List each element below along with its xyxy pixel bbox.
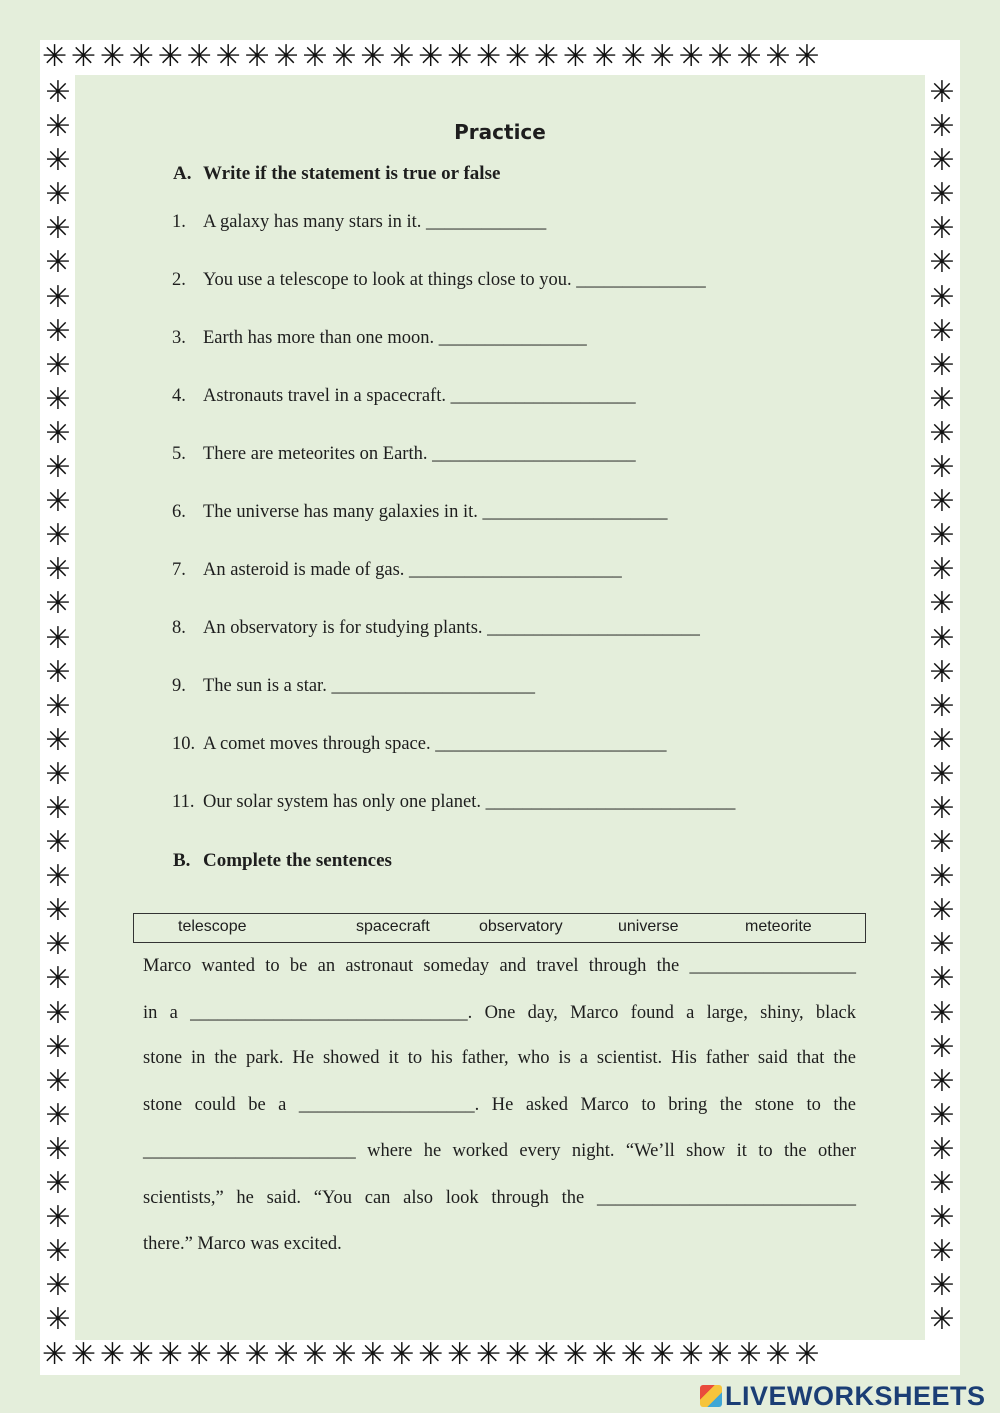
border-glyph-icon: ✳ xyxy=(45,109,71,145)
border-glyph-icon: ✳ xyxy=(929,177,955,213)
border-glyph-icon: ✳ xyxy=(929,688,955,724)
question-number: 8. xyxy=(172,618,186,638)
border-glyph-icon: ✳ xyxy=(45,654,71,690)
question-number: 6. xyxy=(172,502,186,522)
border-glyph-icon: ✳ xyxy=(929,1200,955,1236)
section-a-letter: A. xyxy=(173,163,192,184)
question-3[interactable] xyxy=(172,328,587,349)
question-text: Our solar system has only one planet. ___________________________ xyxy=(203,792,736,812)
border-glyph-icon: ✳ xyxy=(45,552,71,588)
border-glyph-icon: ✳ xyxy=(929,859,955,895)
word-bank-item: telescope xyxy=(178,918,247,935)
question-text: Astronauts travel in a spacecraft. ____________________ xyxy=(203,386,636,406)
question-text: Earth has more than one moon. ________________ xyxy=(203,328,587,348)
border-glyph-icon: ✳ xyxy=(929,518,955,554)
border-glyph-icon: ✳ xyxy=(45,722,71,758)
border-glyph-icon: ✳ xyxy=(929,722,955,758)
page-title: Practice xyxy=(454,120,546,144)
border-glyph-icon: ✳ xyxy=(929,313,955,349)
question-text: The universe has many galaxies in it. ____________________ xyxy=(203,502,668,522)
border-glyph-icon: ✳ xyxy=(929,961,955,997)
border-glyph-icon: ✳ xyxy=(929,245,955,281)
question-2[interactable] xyxy=(172,270,706,291)
question-number: 5. xyxy=(172,444,186,464)
border-glyph-icon: ✳ xyxy=(929,450,955,486)
border-glyph-icon: ✳ xyxy=(45,1063,71,1099)
story-line-1[interactable]: Marco wanted to be an astronaut someday and travel through the __________________ xyxy=(143,956,856,976)
border-glyph-icon: ✳ xyxy=(45,450,71,486)
border-glyph-icon: ✳ xyxy=(45,790,71,826)
question-text: There are meteorites on Earth. ______________________ xyxy=(203,444,636,464)
border-glyph-icon: ✳ xyxy=(929,211,955,247)
question-number: 11. xyxy=(172,792,195,812)
logo-text: LIVEWORKSHEETS xyxy=(725,1381,986,1411)
border-glyph-icon: ✳ xyxy=(45,893,71,929)
border-glyph-icon: ✳ xyxy=(929,143,955,179)
border-glyph-icon: ✳ xyxy=(45,1234,71,1270)
border-glyph-icon: ✳ xyxy=(45,688,71,724)
border-glyph-icon: ✳ xyxy=(929,1097,955,1133)
question-8[interactable] xyxy=(172,618,700,639)
border-glyph-icon: ✳ xyxy=(929,893,955,929)
border-glyph-icon: ✳ xyxy=(929,1063,955,1099)
border-glyph-icon: ✳ xyxy=(929,586,955,622)
border-glyph-icon: ✳ xyxy=(45,245,71,281)
section-b-letter: B. xyxy=(173,850,191,871)
question-text: An asteroid is made of gas. _______________________ xyxy=(203,560,622,580)
story-line-5[interactable]: _______________________ where he worked every night. “We’ll show it to the other xyxy=(143,1141,856,1161)
border-glyph-icon: ✳ xyxy=(45,1302,71,1338)
word-bank xyxy=(133,913,866,943)
border-glyph-icon: ✳ xyxy=(45,381,71,417)
border-glyph-icon: ✳ xyxy=(929,415,955,451)
section-b-heading-text: Complete the sentences xyxy=(203,850,392,871)
border-glyph-icon: ✳ xyxy=(45,518,71,554)
border-glyph-icon: ✳ xyxy=(929,995,955,1031)
question-9[interactable] xyxy=(172,676,535,697)
question-text: You use a telescope to look at things close to you. ______________ xyxy=(203,270,706,290)
question-number: 10. xyxy=(172,734,196,754)
border-glyph-icon: ✳ xyxy=(929,927,955,963)
story-line-4[interactable]: stone could be a ___________________. He asked Marco to bring the stone to the xyxy=(143,1095,856,1115)
border-glyph-icon: ✳ xyxy=(929,1029,955,1065)
border-glyph-icon: ✳ xyxy=(929,620,955,656)
question-text: The sun is a star. ______________________ xyxy=(203,676,535,696)
border-glyph-icon: ✳ xyxy=(929,347,955,383)
question-number: 1. xyxy=(172,212,186,232)
border-glyph-icon: ✳ xyxy=(45,1097,71,1133)
border-glyph-icon: ✳ xyxy=(45,586,71,622)
section-b-heading xyxy=(173,850,392,872)
section-a-heading xyxy=(173,163,500,185)
border-glyph-icon: ✳ xyxy=(45,177,71,213)
border-top: ✳✳✳✳✳✳✳✳✳✳✳✳✳✳✳✳✳✳✳✳✳✳✳✳✳✳✳ xyxy=(42,42,824,74)
border-glyph-icon: ✳ xyxy=(929,1131,955,1167)
word-bank-item: meteorite xyxy=(745,918,812,935)
border-glyph-icon: ✳ xyxy=(45,1166,71,1201)
question-6[interactable] xyxy=(172,502,667,523)
border-glyph-icon: ✳ xyxy=(929,484,955,520)
story-line-6[interactable]: scientists,” he said. “You can also look through the ____________________________ xyxy=(143,1188,856,1208)
liveworksheets-logo xyxy=(700,1381,986,1412)
story-line-2[interactable]: in a ______________________________. One day, Marco found a large, shiny, black xyxy=(143,1003,856,1023)
section-a-heading-text: Write if the statement is true or false xyxy=(203,163,501,184)
border-glyph-icon: ✳ xyxy=(45,484,71,520)
border-glyph-icon: ✳ xyxy=(45,1268,71,1304)
border-glyph-icon: ✳ xyxy=(45,143,71,179)
border-glyph-icon: ✳ xyxy=(929,1302,955,1338)
question-number: 7. xyxy=(172,560,186,580)
border-glyph-icon: ✳ xyxy=(929,381,955,417)
border-glyph-icon: ✳ xyxy=(929,654,955,690)
border-glyph-icon: ✳ xyxy=(45,859,71,895)
question-number: 2. xyxy=(172,270,186,290)
border-glyph-icon: ✳ xyxy=(45,1029,71,1065)
border-glyph-icon: ✳ xyxy=(45,995,71,1031)
border-right xyxy=(925,76,959,1338)
border-glyph-icon: ✳ xyxy=(929,552,955,588)
question-10[interactable] xyxy=(172,734,666,755)
question-number: 9. xyxy=(172,676,186,696)
border-glyph-icon: ✳ xyxy=(45,211,71,247)
border-glyph-icon: ✳ xyxy=(45,620,71,656)
question-4[interactable] xyxy=(172,386,636,407)
border-glyph-icon: ✳ xyxy=(45,76,71,110)
question-text: A galaxy has many stars in it. _____________ xyxy=(203,212,547,232)
logo-badge-icon xyxy=(700,1385,722,1407)
border-glyph-icon: ✳ xyxy=(929,279,955,315)
border-glyph-icon: ✳ xyxy=(929,109,955,145)
word-bank-item: spacecraft xyxy=(356,918,430,935)
border-glyph-icon: ✳ xyxy=(45,961,71,997)
question-number: 4. xyxy=(172,386,186,406)
border-glyph-icon: ✳ xyxy=(929,756,955,792)
border-glyph-icon: ✳ xyxy=(929,825,955,861)
word-bank-item: observatory xyxy=(479,918,563,935)
question-text: A comet moves through space. _________________________ xyxy=(203,734,667,754)
question-5[interactable] xyxy=(172,444,636,465)
border-left xyxy=(41,76,75,1338)
border-glyph-icon: ✳ xyxy=(45,1131,71,1167)
border-glyph-icon: ✳ xyxy=(45,927,71,963)
border-glyph-icon: ✳ xyxy=(929,1268,955,1304)
word-bank-item: universe xyxy=(618,918,679,935)
story-line-3: stone in the park. He showed it to his father, who is a scientist. His father said that the xyxy=(143,1048,856,1068)
border-glyph-icon: ✳ xyxy=(929,1166,955,1201)
border-glyph-icon: ✳ xyxy=(929,1234,955,1270)
question-7[interactable] xyxy=(172,560,622,581)
border-glyph-icon: ✳ xyxy=(45,415,71,451)
border-glyph-icon: ✳ xyxy=(45,347,71,383)
story-line-7: there.” Marco was excited. xyxy=(143,1234,342,1254)
border-bottom: ✳✳✳✳✳✳✳✳✳✳✳✳✳✳✳✳✳✳✳✳✳✳✳✳✳✳✳ xyxy=(42,1340,824,1372)
border-glyph-icon: ✳ xyxy=(45,756,71,792)
question-text: An observatory is for studying plants. _______________________ xyxy=(203,618,700,638)
question-number: 3. xyxy=(172,328,186,348)
border-glyph-icon: ✳ xyxy=(929,790,955,826)
border-glyph-icon: ✳ xyxy=(929,76,955,110)
question-1[interactable] xyxy=(172,212,546,233)
border-glyph-icon: ✳ xyxy=(45,1200,71,1236)
border-glyph-icon: ✳ xyxy=(45,279,71,315)
border-glyph-icon: ✳ xyxy=(45,313,71,349)
question-11[interactable] xyxy=(172,792,735,813)
border-glyph-icon: ✳ xyxy=(45,825,71,861)
